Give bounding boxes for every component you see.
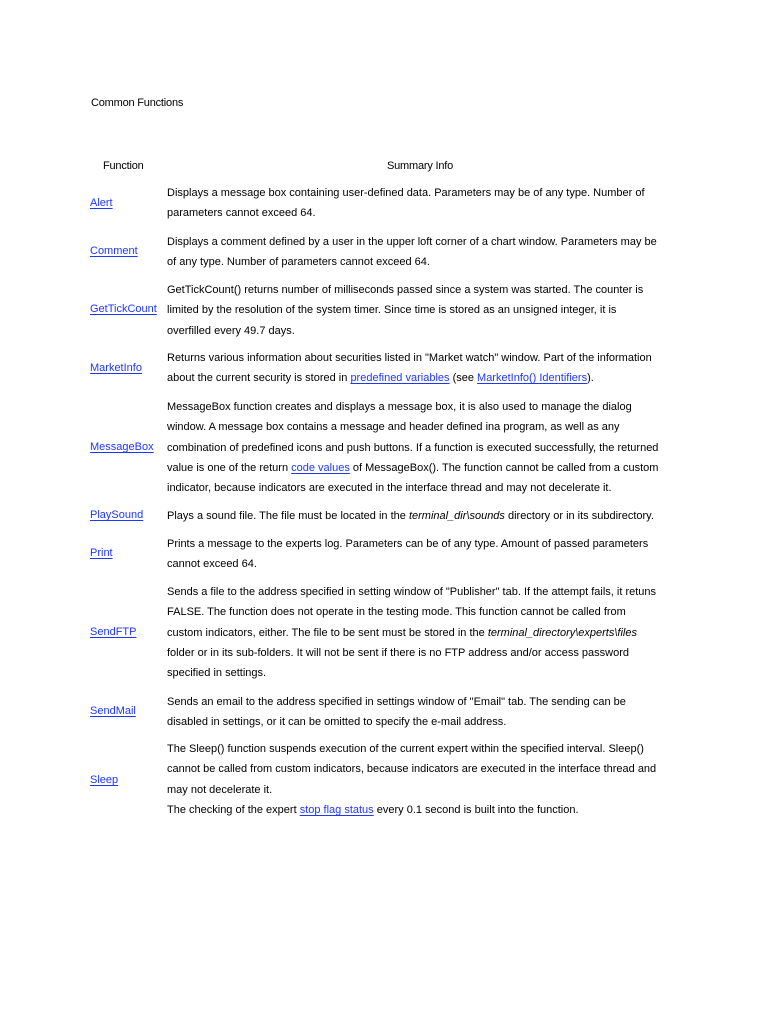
function-link-playsound[interactable]: PlaySound	[90, 509, 144, 521]
function-link-print[interactable]: Print	[90, 547, 113, 559]
summary-line: FALSE. The function does not operate in the testing mode. This function cannot be called from	[167, 606, 626, 619]
summary-line: Displays a comment defined by a user in the upper loft corner of a chart window. Parameters may be	[167, 236, 657, 248]
page-title: Common Functions	[91, 97, 184, 109]
function-link-alert[interactable]: Alert	[90, 197, 113, 209]
summary-messagebox	[167, 397, 687, 498]
function-link-marketinfo[interactable]: MarketInfo	[90, 362, 142, 374]
summary-line	[167, 800, 687, 820]
summary-sendftp	[167, 582, 687, 683]
summary-gettickcount	[167, 280, 687, 341]
stop-flag-status-link[interactable]: stop flag status	[299, 803, 374, 816]
summary-text: The checking of the expert	[167, 803, 300, 816]
summary-text: value is one of the return	[167, 461, 292, 474]
summary-text: ).	[587, 372, 594, 385]
summary-line: folder or in its sub-folders. It will not be sent if there is no FTP address and/or access password	[167, 646, 630, 659]
function-link-sendmail[interactable]: SendMail	[90, 705, 136, 717]
marketinfo-identifiers-link[interactable]: MarketInfo() Identifiers	[477, 372, 588, 385]
header-function: Function	[103, 160, 144, 172]
summary-line	[167, 506, 687, 526]
summary-text: (see	[449, 372, 478, 385]
files-path: terminal_directory\experts\files	[487, 626, 637, 639]
summary-marketinfo	[167, 348, 687, 389]
summary-text: Plays a sound file. The file must be located in the	[167, 510, 409, 522]
summary-line: The Sleep() function suspends execution of the current expert within the specified interval. Sleep()	[167, 743, 644, 755]
summary-sendmail	[167, 692, 687, 733]
function-link-sendftp[interactable]: SendFTP	[90, 626, 137, 638]
summary-line: indicator, because indicators are executed in the interface thread and may not decelerate it.	[167, 482, 612, 495]
summary-playsound	[167, 506, 687, 526]
summary-comment	[167, 232, 687, 273]
summary-line: Prints a message to the experts log. Parameters can be of any type. Amount of passed parameters	[167, 538, 649, 550]
summary-line: cannot exceed 64.	[167, 558, 257, 571]
sounds-path: terminal_dir\sounds	[408, 510, 505, 522]
summary-line: limited by the resolution of the system timer. Since time is stored as an unsigned integer, it is	[167, 304, 617, 317]
summary-alert	[167, 183, 687, 224]
summary-line: Returns various information about securities listed in "Market watch" window. Part of the information	[167, 352, 652, 364]
function-link-gettickcount[interactable]: GetTickCount	[90, 303, 157, 315]
summary-print	[167, 534, 687, 575]
summary-text: custom indicators, either. The file to be sent must be stored in the	[167, 626, 488, 639]
summary-line: specified in settings.	[167, 667, 267, 680]
summary-line: may not decelerate it.	[167, 783, 273, 796]
header-summary: Summary Info	[387, 160, 454, 172]
summary-line	[167, 623, 687, 643]
summary-line: of any type. Number of parameters cannot exceed 64.	[167, 256, 430, 269]
summary-text: every 0.1 second is built into the function.	[373, 803, 579, 816]
summary-line: disabled in settings, or it can be omitted to specify the e-mail address.	[167, 716, 507, 729]
code-values-link[interactable]: code values	[291, 461, 350, 474]
summary-text: directory or in its subdirectory.	[504, 510, 654, 522]
summary-line: Displays a message box containing user-defined data. Parameters may be of any type. Number of	[167, 187, 645, 199]
function-link-comment[interactable]: Comment	[90, 245, 138, 257]
summary-text: about the current security is stored in	[167, 372, 351, 385]
summary-line	[167, 458, 687, 478]
summary-sleep	[167, 739, 687, 820]
summary-line: Sends an email to the address specified in settings window of "Email" tab. The sending can be	[167, 696, 626, 708]
summary-text: of MessageBox(). The function cannot be called from a custom	[349, 461, 659, 474]
function-link-messagebox[interactable]: MessageBox	[90, 441, 154, 453]
summary-line: combination of predefined icons and push buttons. If a function is executed successfully, the returned	[167, 441, 659, 454]
function-link-sleep[interactable]: Sleep	[90, 774, 119, 786]
summary-line: MessageBox function creates and displays a message box, it is also used to manage the dialog	[167, 401, 632, 413]
predefined-variables-link[interactable]: predefined variables	[350, 372, 450, 385]
summary-line: parameters cannot exceed 64.	[167, 207, 316, 220]
summary-line: cannot be called from custom indicators, because indicators are executed in the interface thread and	[167, 763, 657, 776]
summary-line: GetTickCount() returns number of milliseconds passed since a system was started. The counter is	[167, 284, 644, 296]
summary-line: Sends a file to the address specified in setting window of "Publisher" tab. If the attempt fails, it retuns	[167, 586, 657, 598]
summary-line	[167, 368, 687, 388]
summary-line: window. A message box contains a message and header defined ina program, as well as any	[167, 421, 620, 434]
summary-line: overfilled every 49.7 days.	[167, 324, 295, 337]
